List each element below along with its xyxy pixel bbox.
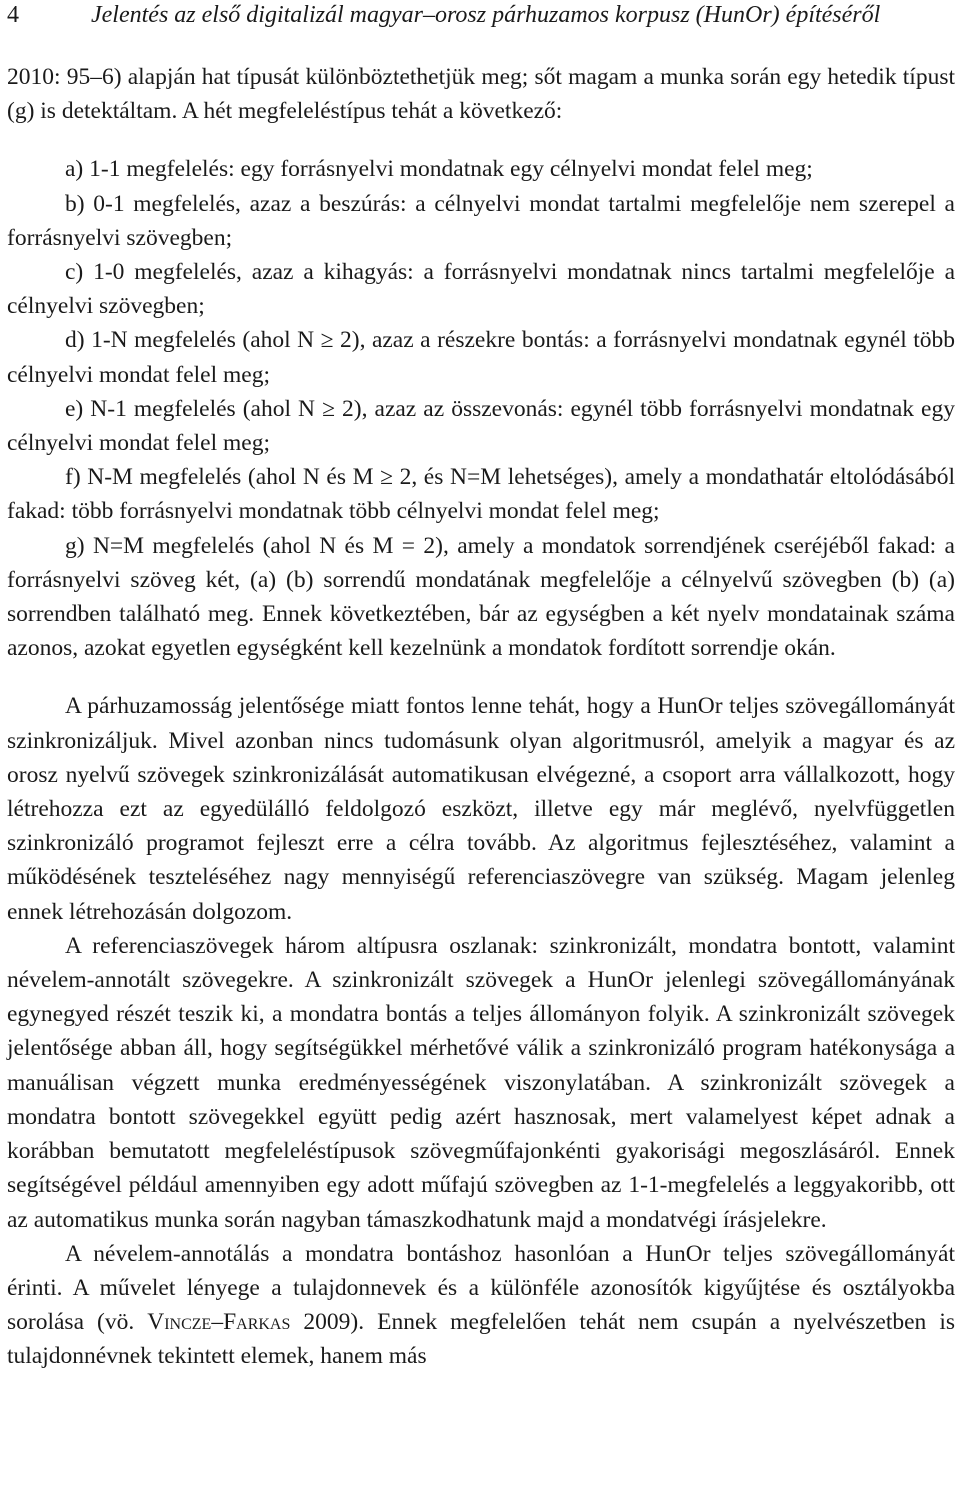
paragraph-parallelism: A párhuzamosság jelentősége miatt fontos lenne tehát, hogy a HunOr teljes szövegállományát szinkronizáljuk. Mivel azonban nincs tudomásunk olyan algoritmusról, amelyik a magyar és az orosz nyelvű szövegek szinkronizálását automatikusan elvégezné, a csoport arra vállalkozott, hogy létrehozza ezt az egyedülálló feldolgozó eszközt, illetve egy már meglévő, nyelvfüggetlen szinkronizáló programot fejleszt erre a célra tovább. Az algoritmus fejlesztéséhez, valamint a működésének teszteléséhez nagy mennyiségű referenciaszövegre van szükség. Magam jelenleg ennek létrehozásán dolgozom. bbox=[7, 693, 955, 925]
paragraph-text-after-citation: 2009). Ennek megfelelően tehát nem csupán a nyelvészetben is tulajdonnévnek tekintett elemek, hanem más bbox=[7, 1309, 955, 1370]
list-item-a: a) 1-1 megfelelés: egy forrásnyelvi mondatnak egy célnyelvi mondat felel meg; bbox=[65, 156, 813, 183]
paragraph-named-entity-annotation bbox=[7, 1237, 955, 1374]
document-page bbox=[7, 0, 955, 1370]
citation-author: Vincze–Farkas bbox=[147, 1309, 291, 1336]
paragraph-reference-texts: A referenciaszövegek három altípusra oszlanak: szinkronizált, mondatra bontott, valamint névelem-annotált szövegekre. A szinkronizált szövegek a HunOr jelenlegi szövegállományának egynegyed részét teszik ki, a mondatra bontás a teljes állományon folyik. A szinkronizált szövegek jelentősége abban áll, hogy segítségükkel mérhetővé válik a szinkronizáló program hatékonysága a manuálisan végzett munka eredményességének viszonylatában. A szinkronizált szövegek a mondatra bontott szövegekkel együtt pedig azért hasznosak, mert valamelyest képet adnak a korábban bemutatott megfeleléstípusok szövegműfajonkénti gyakorisági megoszlásáról. Ennek segítségével például amennyiben egy adott műfajú szövegben az 1-1-megfelelés a leggyakoribb, ott az automatikus munka során nagyban támaszkodhatunk majd a mondatvégi írásjelekre. bbox=[7, 932, 955, 1233]
page-number: 4 bbox=[7, 2, 19, 28]
running-title: Jelentés az első digitalizál magyar–orosz párhuzamos korpusz (HunOr) építéséről bbox=[91, 2, 881, 28]
page-header bbox=[7, 0, 955, 40]
intro-paragraph: 2010: 95–6) alapján hat típusát különböztethetjük meg; sőt magam a munka során egy hetedik típust (g) is detektáltam. A hét megfeleléstípus tehát a következő: bbox=[7, 64, 955, 125]
correspondence-type-list bbox=[7, 152, 955, 665]
list-item-d: d) 1-N megfelelés (ahol N ≥ 2), azaz a részekre bontás: a forrásnyelvi mondatnak egynél több célnyelvi mondat felel meg; bbox=[7, 327, 955, 388]
paragraph-text-before-citation: A névelem-annotálás a mondatra bontáshoz hasonlóan a HunOr teljes szövegállományát érinti. A művelet lényege a tulajdonnevek és a különféle azonosítók kigyűjtése és osztályokba sorolása (vö. bbox=[7, 1240, 955, 1336]
list-item-f: f) N-M megfelelés (ahol N és M ≥ 2, és N=M lehetséges), amely a mondathatár eltolódásából fakad: több forrásnyelvi mondatnak több célnyelvi mondat felel meg; bbox=[7, 464, 955, 525]
list-item-b: b) 0-1 megfelelés, azaz a beszúrás: a célnyelvi mondat tartalmi megfelelője nem szerepel a forrásnyelvi szövegben; bbox=[7, 190, 955, 251]
list-item-g: g) N=M megfelelés (ahol N és M = 2), amely a mondatok sorrendjének cseréjéből fakad: a forrásnyelvi szöveg két, (a) (b) sorrendű mondatának megfelelője a célnyelvű szövegben (b) (a) sorrendben található meg. Ennek következtében, bár az egységben a két nyelv mondatainak száma azonos, azokat egyetlen egységként kell kezelnünk a mondatok fordított sorrendje okán. bbox=[7, 532, 955, 662]
list-item-c: c) 1-0 megfelelés, azaz a kihagyás: a forrásnyelvi mondatnak nincs tartalmi megfelelője a célnyelvi szövegben; bbox=[7, 259, 955, 320]
body-text bbox=[7, 60, 955, 1374]
list-item-e: e) N-1 megfelelés (ahol N ≥ 2), azaz az összevonás: egynél több forrásnyelvi mondatnak egy célnyelvi mondat felel meg; bbox=[7, 395, 955, 457]
